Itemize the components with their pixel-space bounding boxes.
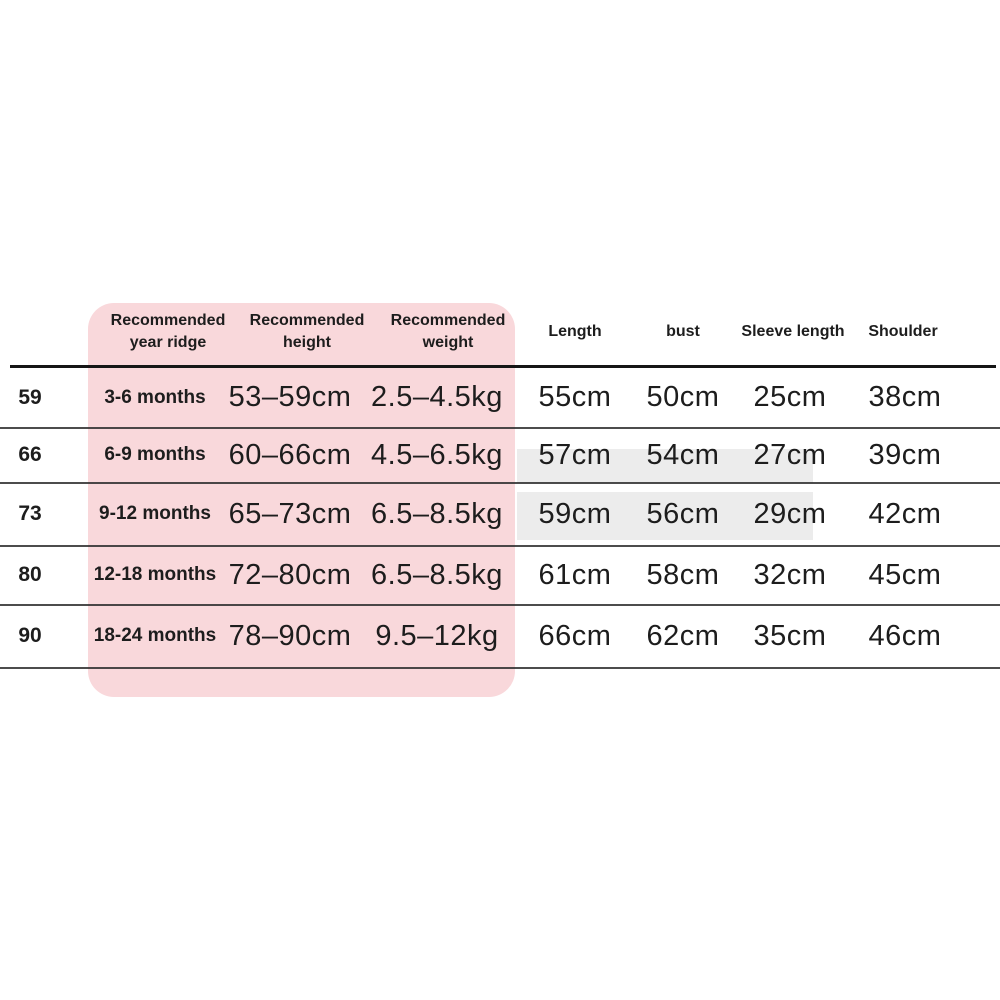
table-row bbox=[0, 428, 1000, 482]
size-cell: 59 bbox=[18, 385, 42, 409]
bust-cell: 56cm bbox=[646, 497, 720, 530]
column-header-bust: bust bbox=[666, 323, 700, 340]
header-line-2: year ridge bbox=[129, 334, 207, 351]
shoulder-cell: 38cm bbox=[868, 381, 942, 413]
age-cell: 6-9 months bbox=[104, 444, 206, 465]
shoulder-cell: 46cm bbox=[868, 619, 942, 652]
height-cell: 78–90cm bbox=[228, 619, 352, 652]
column-header-year-ridge bbox=[101, 300, 235, 364]
sleeve-cell: 27cm bbox=[753, 438, 827, 471]
length-cell: 61cm bbox=[538, 558, 612, 591]
table-row bbox=[0, 546, 1000, 604]
sleeve-cell: 25cm bbox=[753, 381, 827, 413]
bust-cell: 54cm bbox=[646, 438, 720, 471]
length-cell: 59cm bbox=[538, 497, 612, 530]
age-cell: 9-12 months bbox=[99, 503, 211, 524]
length-cell: 57cm bbox=[538, 438, 612, 471]
weight-cell: 4.5–6.5kg bbox=[371, 438, 503, 471]
weight-cell: 6.5–8.5kg bbox=[371, 497, 503, 530]
age-cell: 12-18 months bbox=[93, 564, 217, 585]
column-header-length: Length bbox=[548, 323, 602, 340]
row-divider-line bbox=[0, 667, 1000, 669]
sleeve-cell: 32cm bbox=[753, 558, 827, 591]
shoulder-cell: 42cm bbox=[868, 497, 942, 530]
weight-cell: 9.5–12kg bbox=[375, 619, 499, 652]
column-header-height bbox=[240, 300, 374, 364]
shoulder-cell: 45cm bbox=[868, 558, 942, 591]
bust-cell: 62cm bbox=[646, 619, 720, 652]
shoulder-cell: 39cm bbox=[868, 438, 942, 471]
size-cell: 73 bbox=[18, 502, 42, 525]
header-line-1: Recommended bbox=[249, 312, 365, 329]
header-line-1: Recommended bbox=[110, 312, 226, 329]
column-header-weight bbox=[381, 300, 515, 364]
sleeve-cell: 35cm bbox=[753, 619, 827, 652]
header-line-2: height bbox=[283, 334, 331, 351]
height-cell: 60–66cm bbox=[228, 438, 352, 471]
size-cell: 90 bbox=[18, 624, 42, 647]
size-cell: 80 bbox=[18, 563, 42, 586]
table-row bbox=[0, 368, 1000, 427]
age-cell: 3-6 months bbox=[104, 386, 206, 408]
length-cell: 55cm bbox=[538, 381, 612, 413]
size-cell: 66 bbox=[18, 443, 42, 466]
header-line-2: weight bbox=[422, 334, 474, 351]
age-cell: 18-24 months bbox=[93, 625, 217, 646]
height-cell: 72–80cm bbox=[228, 558, 352, 591]
height-cell: 65–73cm bbox=[228, 497, 352, 530]
table-row bbox=[0, 483, 1000, 545]
column-header-sleeve-length: Sleeve length bbox=[741, 323, 845, 340]
column-header-shoulder: Shoulder bbox=[868, 323, 938, 340]
weight-cell: 2.5–4.5kg bbox=[371, 381, 503, 413]
sleeve-cell: 29cm bbox=[753, 497, 827, 530]
header-line-1: Recommended bbox=[390, 312, 506, 329]
height-cell: 53–59cm bbox=[228, 381, 352, 413]
table-row bbox=[0, 605, 1000, 667]
length-cell: 66cm bbox=[538, 619, 612, 652]
bust-cell: 58cm bbox=[646, 558, 720, 591]
bust-cell: 50cm bbox=[646, 381, 720, 413]
weight-cell: 6.5–8.5kg bbox=[371, 558, 503, 591]
